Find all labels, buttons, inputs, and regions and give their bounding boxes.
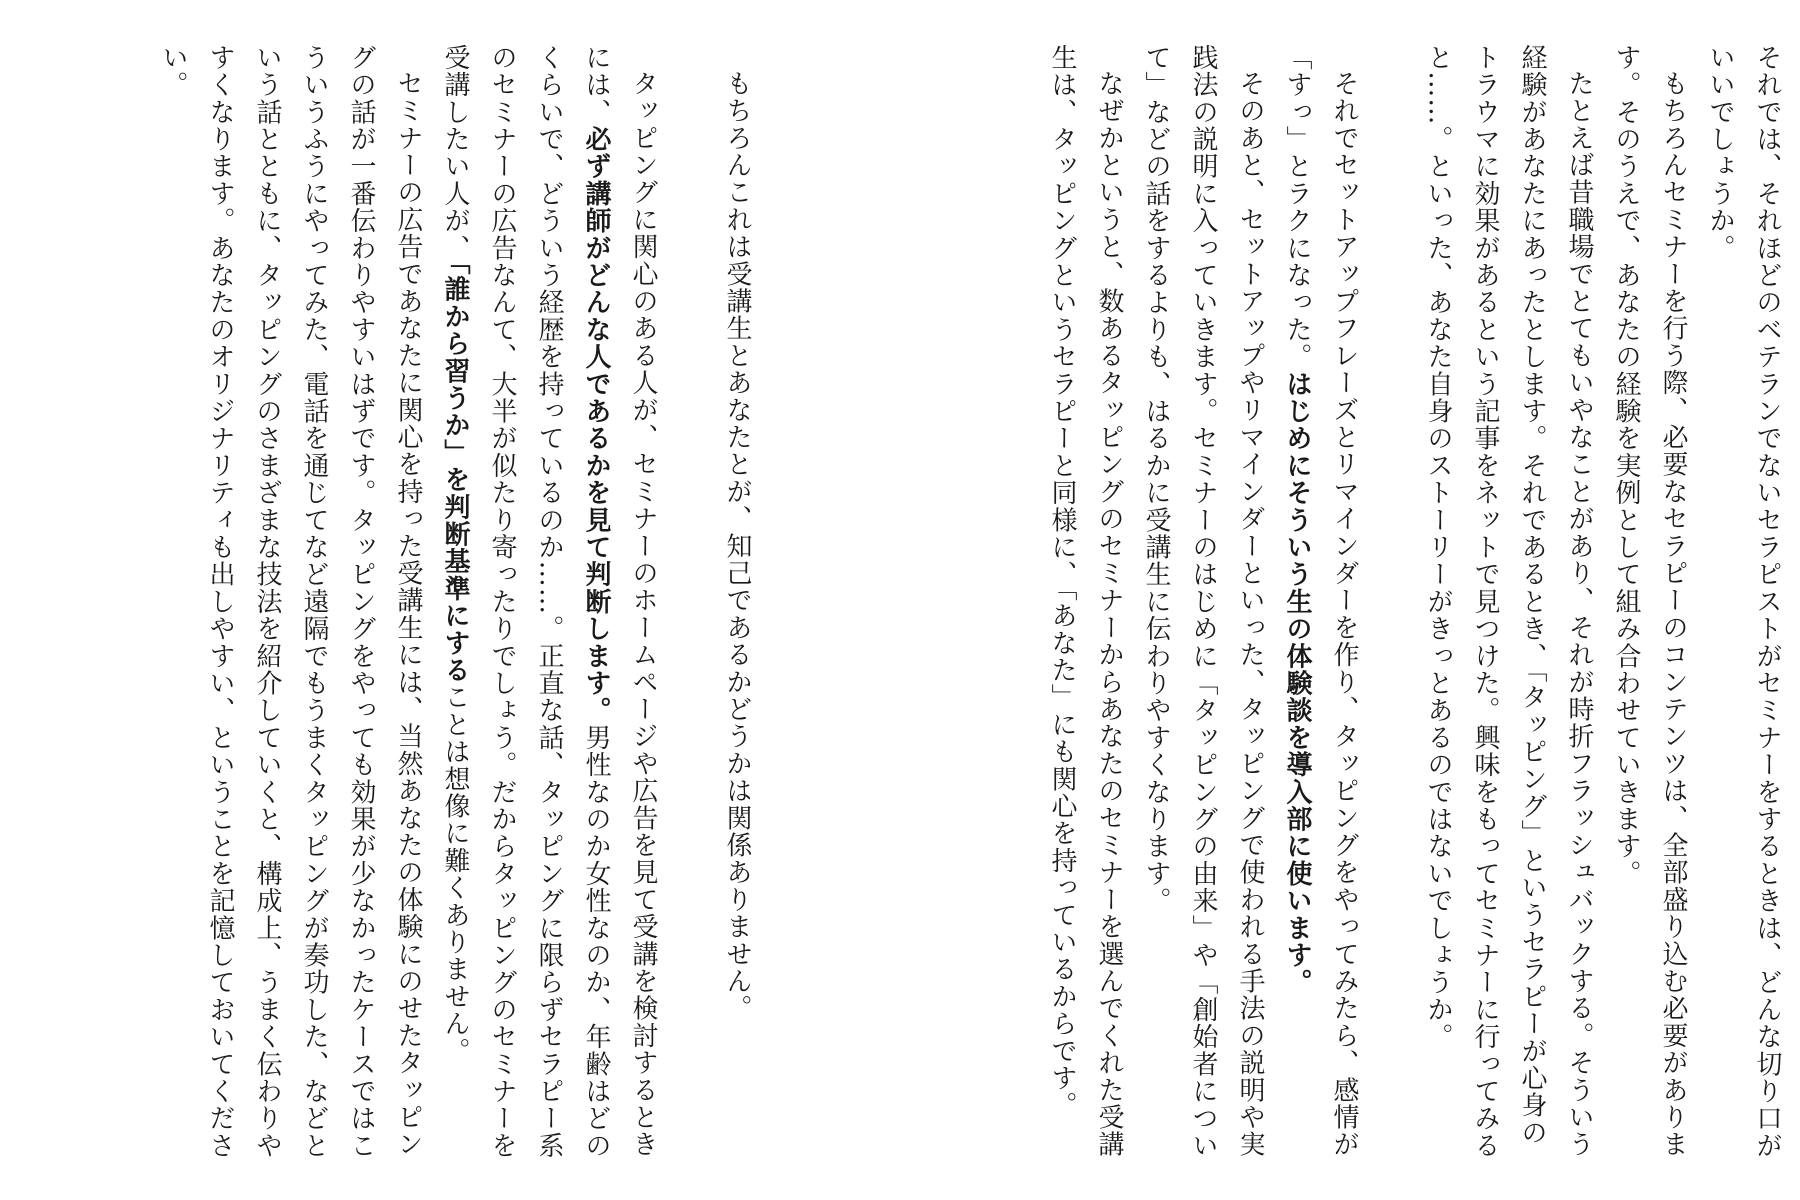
paragraph	[713, 44, 760, 1164]
paragraph	[149, 44, 431, 1164]
text-segment: なぜかというと、数あるタッピングのセミナーからあなたのセミナーを選んでくれた受講生は、タッピングというセラピーと同様に、「あなた」にも関心を持っているからです。	[1047, 44, 1124, 1158]
right-page-text	[1038, 44, 1790, 1164]
text-segment: もちろんセミナーを行う際、必要なセラピーのコンテンツは、全部盛り込む必要があります。そのうえで、あなたの経験を実例として組み合わせていきます。	[1611, 44, 1688, 1158]
paragraph	[1414, 44, 1602, 1164]
bold-text-segment: 「誰から習うか」を判断基準にする	[440, 261, 470, 684]
paragraph	[1038, 44, 1132, 1164]
text-segment: 男性なのか女性なのか、年齢はどのくらいで、どういう経歴を持っているのか……。正直な話、タッピングに限らずセラピー系のセミナーの広告なんて、大半が似たり寄ったりでしょう。だからタッピングのセミナーを受講したい人が、	[440, 44, 611, 1160]
text-segment: それでは、それほどのベテランでないセラピストがセミナーをするときは、どんな切り口がいいでしょうか。	[1705, 44, 1782, 1160]
paragraph	[1602, 44, 1696, 1164]
paragraph	[1273, 44, 1367, 1164]
paragraph	[431, 44, 666, 1164]
text-segment: タッピングに関心のある人が、セミナーのホームページや広告を見て受講を検討するときには、	[581, 44, 658, 1158]
bold-text-segment: 必ず講師がどんな人であるかを見て判断します。	[581, 125, 611, 725]
left-page-text	[149, 44, 760, 1164]
paragraph	[1696, 44, 1790, 1164]
text-segment: そのあと、セットアップやリマインダーといった、タッピングで使われる手法の説明や実践法の説明に入っていきます。セミナーのはじめに「タッピングの由来」や「創始者について」などの話をするよりも、はるかに受講生に伝わりやすくなります。	[1141, 44, 1265, 1160]
text-segment: それでセットアップフレーズとリマインダーを作り、タッピングをやってみたら、感情が「すっ」とラクになった。	[1282, 44, 1359, 1158]
right-page	[900, 0, 1800, 1200]
text-segment: ことは想像に難くありません。	[440, 683, 470, 1065]
text-segment: もちろんこれは受講生とあなたとが、知己であるかどうかは関係ありません。	[722, 70, 752, 1022]
text-segment: たとえば昔職場でとてもいやなことがあり、それが時折フラッシュバックする。そういう経験があなたにあったとします。それであるとき、「タッピング」というセラピーが心身のトラウマに効果があるという記事をネットで見つけた。興味をもってセミナーに行ってみると……。といった、あなた自身のストーリーがきっとあるのではないでしょうか。	[1423, 44, 1594, 1160]
paragraph	[1132, 44, 1273, 1164]
bold-text-segment: はじめにそういう生の体験談を導入部に使います。	[1282, 370, 1312, 997]
text-segment: セミナーの広告であなたに関心を持った受講生には、当然あなたの体験にのせたタッピングの話が一番伝わりやすいはずです。タッピングをやっても効果が少なかったケースではこういうふうにやってみた、電話を通じてなど遠隔でもうまくタッピングが奏功した、などという話とともに、タッピングのさまざまな技法を紹介していくと、構成上、うまく伝わりやすくなります。あなたのオリジナリティも出しやすい、ということを記憶しておいてください。	[158, 44, 423, 1160]
